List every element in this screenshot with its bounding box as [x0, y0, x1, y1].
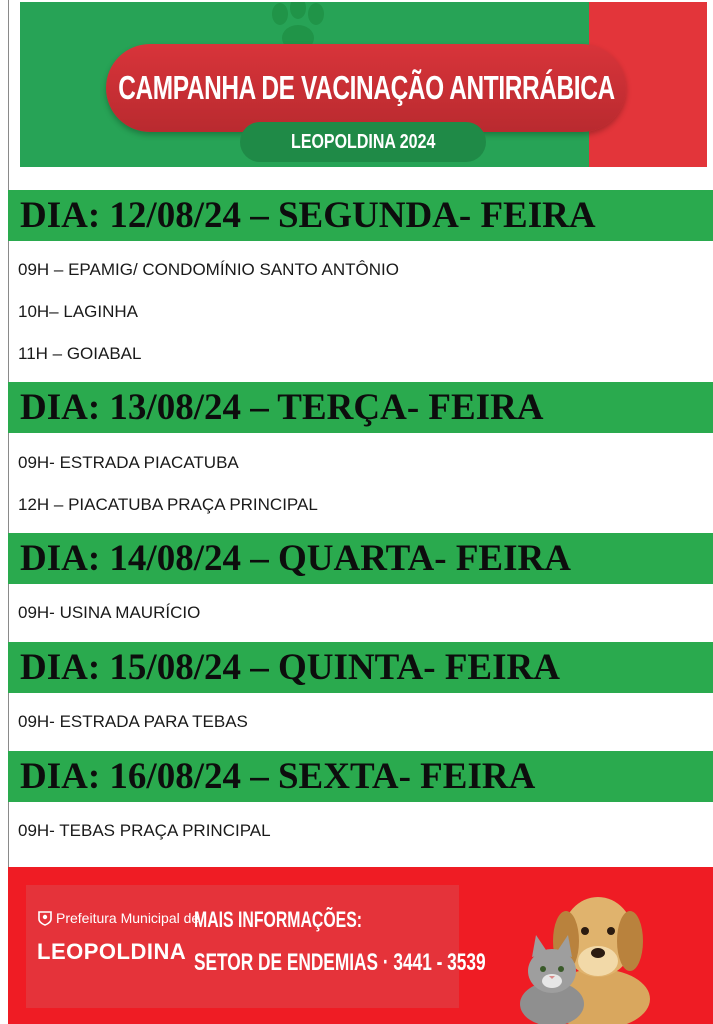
campaign-subtitle: LEOPOLDINA 2024: [290, 130, 436, 153]
municipality-line: [38, 910, 199, 926]
day-title: DIA: 13/08/24 – TERÇA- FEIRA: [20, 387, 544, 428]
dog-and-cat-illustration: [500, 879, 660, 1024]
day-header-segunda: [8, 190, 713, 241]
campaign-title: CAMPANHA DE VACINAÇÃO ANTIRRÁBICA: [117, 69, 615, 106]
coat-of-arms-icon: [38, 910, 52, 926]
day-header-terca: [8, 382, 713, 433]
schedule-item: 09H- USINA MAURÍCIO: [18, 603, 201, 622]
day-title: DIA: 14/08/24 – QUARTA- FEIRA: [20, 538, 571, 579]
day-header-quinta: [8, 642, 713, 693]
municipality-name: LEOPOLDINA: [37, 939, 187, 964]
campaign-title-pill: [106, 44, 626, 132]
contact-info: SETOR DE ENDEMIAS · 3441 - 3539: [194, 949, 486, 976]
info-footer: [8, 867, 713, 1024]
schedule-item: 10H– LAGINHA: [18, 302, 138, 321]
schedule-item: 12H – PIACATUBA PRAÇA PRINCIPAL: [18, 495, 318, 514]
day-title: DIA: 16/08/24 – SEXTA- FEIRA: [20, 756, 536, 797]
schedule-item: 09H- ESTRADA PIACATUBA: [18, 453, 239, 472]
day-title: DIA: 12/08/24 – SEGUNDA- FEIRA: [20, 195, 596, 236]
day-header-sexta: [8, 751, 713, 802]
schedule-item: 09H- TEBAS PRAÇA PRINCIPAL: [18, 821, 271, 840]
municipality-label: Prefeitura Municipal de: [56, 910, 200, 926]
day-title: DIA: 15/08/24 – QUINTA- FEIRA: [20, 647, 560, 688]
schedule-item: 09H- ESTRADA PARA TEBAS: [18, 712, 248, 731]
more-info-title: MAIS INFORMAÇÕES:: [194, 907, 363, 932]
day-header-quarta: [8, 533, 713, 584]
paw-icon: [258, 2, 338, 46]
campaign-banner: [20, 2, 707, 167]
campaign-subtitle-pill: [240, 122, 486, 162]
schedule-item: 11H – GOIABAL: [18, 344, 142, 363]
schedule-item: 09H – EPAMIG/ CONDOMÍNIO SANTO ANTÔNIO: [18, 260, 399, 279]
